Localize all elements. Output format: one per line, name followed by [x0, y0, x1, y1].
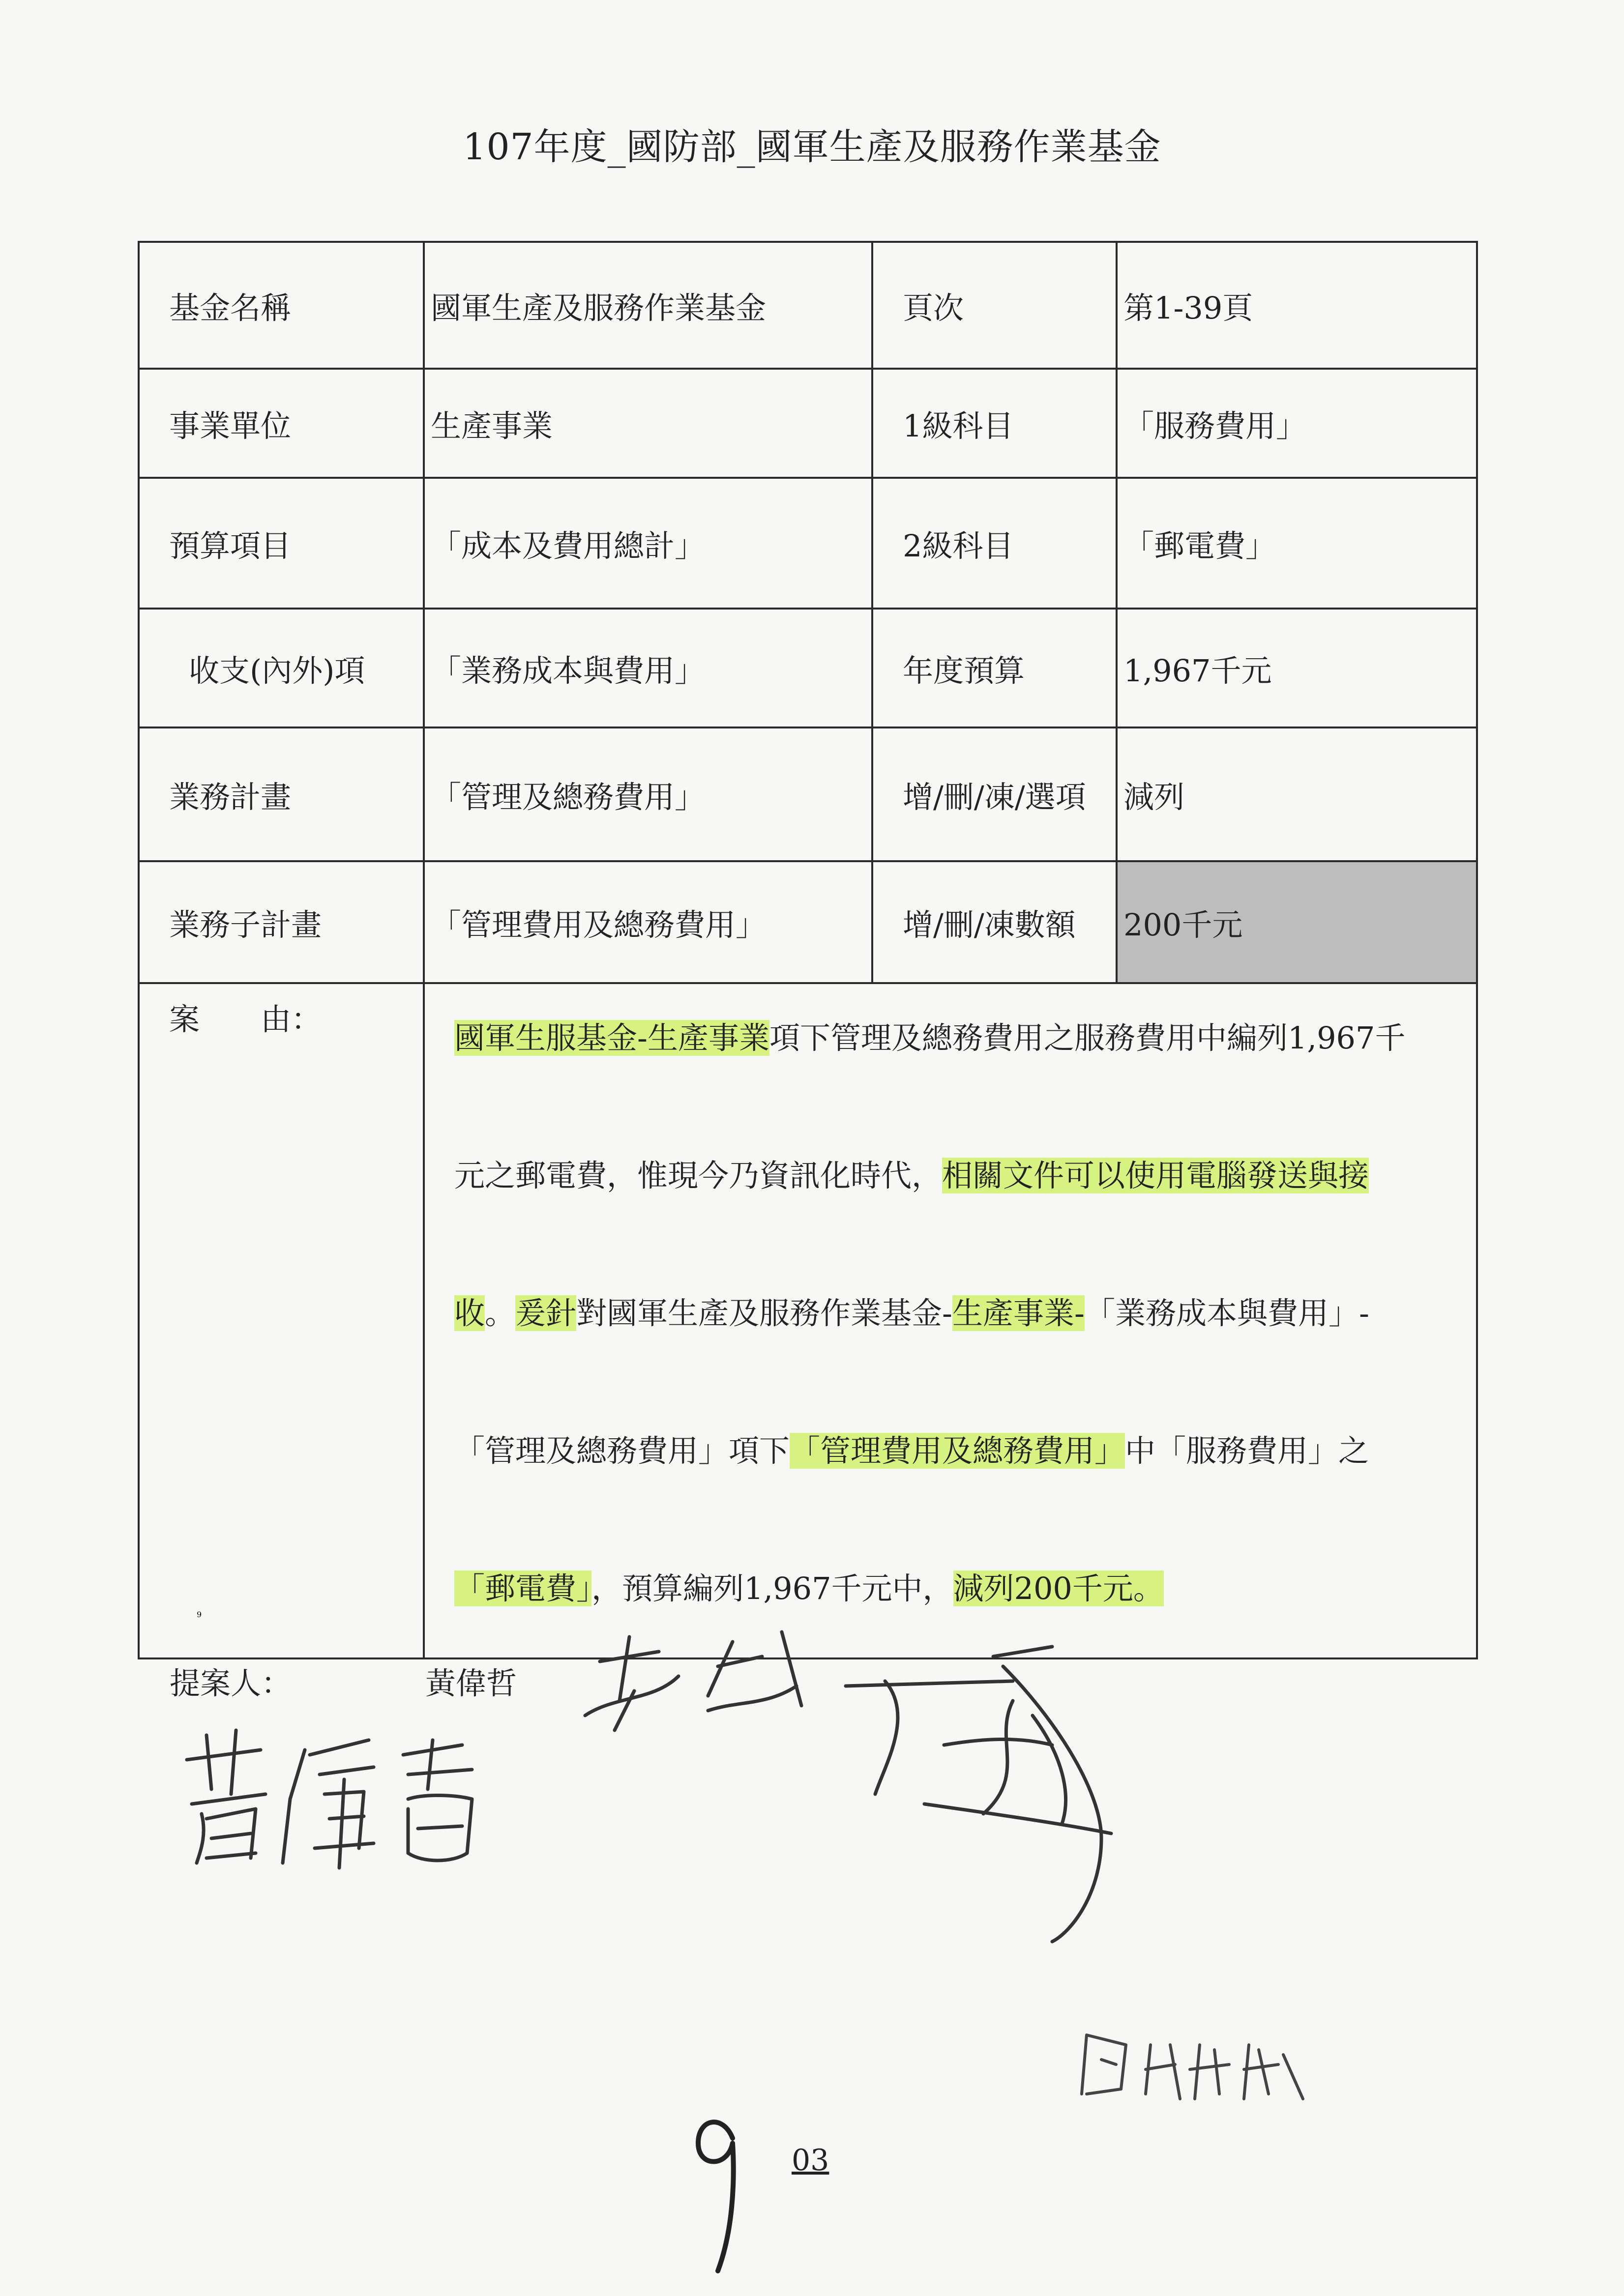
- table-row: [139, 861, 1477, 983]
- reason-segment: 對國軍生產及服務作業基金-: [576, 1295, 952, 1331]
- reason-segment-highlight: 「管理費用及總務費用」: [790, 1433, 1125, 1469]
- label-fund-name: 基金名稱: [139, 242, 424, 369]
- value-level2-subject: 「郵電費」: [1117, 478, 1477, 609]
- reason-segment: 。: [485, 1295, 516, 1331]
- reason-segment: 項下管理及總務費用之服務費用中編列1,967千: [769, 1020, 1406, 1056]
- reason-segment-highlight: 生產事業-: [952, 1295, 1085, 1331]
- value-business-subplan: 「管理費用及總務費用」: [424, 861, 872, 983]
- label-business-subplan: 業務子計畫: [139, 861, 424, 983]
- label-action-type: 增/刪/凍/選項: [872, 727, 1117, 861]
- label-level1-subject: 1級科目: [872, 369, 1117, 478]
- reason-line: [454, 1245, 1461, 1382]
- page-code: 03: [792, 2143, 829, 2178]
- reason-line: [454, 969, 1461, 1107]
- label-page: 頁次: [872, 242, 1117, 369]
- document-title: 107年度_國防部_國軍生產及服務作業基金: [463, 126, 1161, 168]
- reason-segment: 元之郵電費，惟現今乃資訊化時代，: [454, 1158, 943, 1193]
- label-revenue-expense-item: 收支(內外)項: [139, 609, 424, 727]
- proposer-label: 提案人：: [170, 1665, 292, 1701]
- value-annual-budget: 1,967千元: [1117, 609, 1477, 727]
- value-action-amount: 200千元: [1117, 861, 1477, 983]
- table-row: [139, 478, 1477, 609]
- label-action-amount: 增/刪/凍數額: [872, 861, 1117, 983]
- value-action-type: 減列: [1117, 727, 1477, 861]
- reason-line: [454, 1382, 1461, 1520]
- value-budget-item: 「成本及費用總計」: [424, 478, 872, 609]
- reason-segment-highlight: 國軍生服基金-生產事業: [454, 1020, 769, 1056]
- label-business-unit: 事業單位: [139, 369, 424, 478]
- reason-segment-highlight: 「郵電費」: [454, 1570, 592, 1606]
- reason-segment: 「管理及總務費用」項下: [454, 1433, 790, 1469]
- label-reason: 案 由：: [139, 983, 424, 1658]
- reason-segment-highlight: 相關文件可以使用電腦發送與接: [942, 1158, 1369, 1193]
- reason-segment: ，預算編列1,967千元中，: [591, 1570, 953, 1606]
- table-row: [139, 983, 1477, 1658]
- value-page: 第1-39頁: [1117, 242, 1477, 369]
- reason-line: [454, 1107, 1461, 1245]
- table-row: [139, 369, 1477, 478]
- reason-segment-highlight: 收: [454, 1295, 485, 1331]
- table-row: [139, 727, 1477, 861]
- value-business-plan: 「管理及總務費用」: [424, 727, 872, 861]
- label-level2-subject: 2級科目: [872, 478, 1117, 609]
- label-business-plan: 業務計畫: [139, 727, 424, 861]
- reason-segment: 「業務成本與費用」-: [1084, 1295, 1369, 1331]
- label-annual-budget: 年度預算: [872, 609, 1117, 727]
- value-revenue-expense-item: 「業務成本與費用」: [424, 609, 872, 727]
- reason-segment-highlight: 減列200千元。: [953, 1570, 1164, 1606]
- reason-segment: 中「服務費用」之: [1125, 1433, 1369, 1469]
- handwritten-page-number-text: 9: [197, 1610, 202, 1619]
- value-level1-subject: 「服務費用」: [1117, 369, 1477, 478]
- handwritten-signature-primary: [177, 1720, 511, 1878]
- label-budget-item: 預算項目: [139, 478, 424, 609]
- proposal-form-table: [138, 241, 1478, 1659]
- handwritten-signature-secondary: [570, 1617, 1210, 1971]
- handwritten-initials: [1072, 2015, 1328, 2114]
- value-fund-name: 國軍生產及服務作業基金: [424, 242, 872, 369]
- table-row: [139, 242, 1477, 369]
- value-business-unit: 生產事業: [424, 369, 872, 478]
- reason-segment-highlight: 爰針: [515, 1295, 577, 1331]
- reason-text: [424, 983, 1477, 1658]
- table-row: [139, 609, 1477, 727]
- proposer-name: 黃偉哲: [425, 1665, 517, 1701]
